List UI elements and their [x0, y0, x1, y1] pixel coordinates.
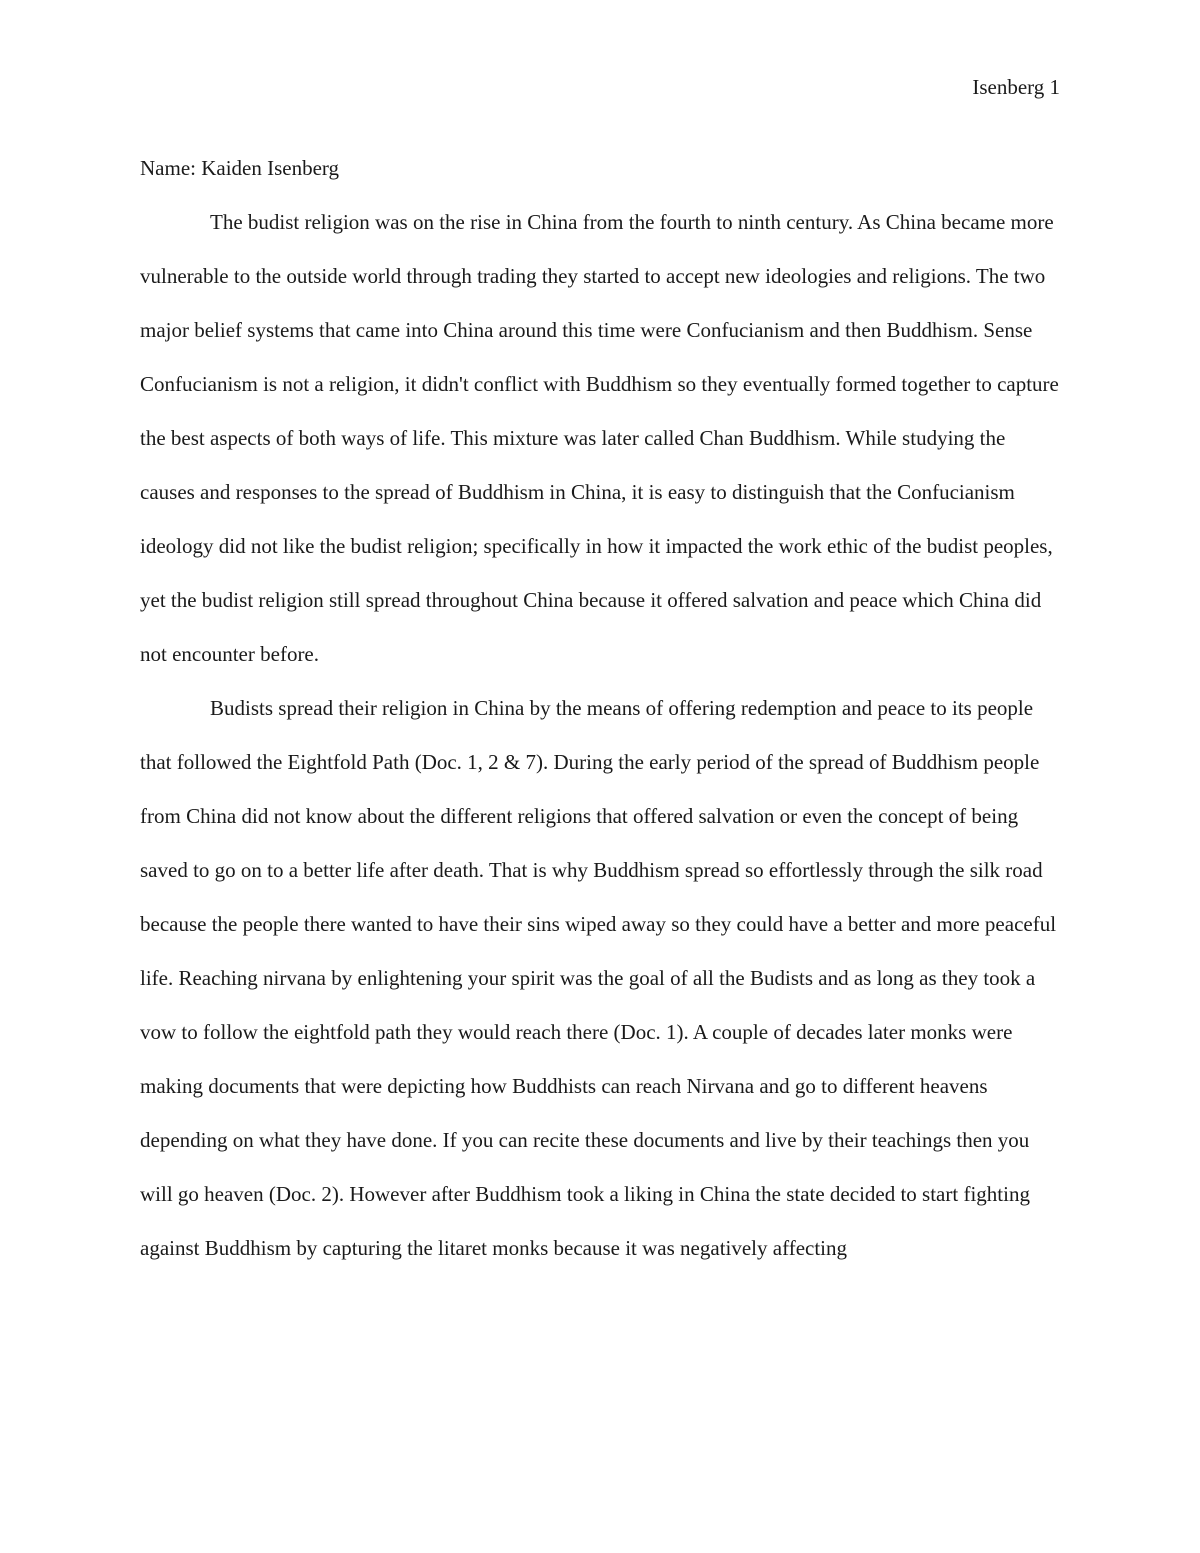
essay-body [140, 141, 1062, 1275]
running-head: Isenberg 1 [972, 75, 1060, 99]
paragraph-intro: The budist religion was on the rise in China from the fourth to ninth century. As China became more vulnerable to the outside world through trading they started to accept new ideologies and religions. The two major belief systems that came into China around this time were Confucianism and then Buddhism. Sense Confucianism is not a religion, it didn't conflict with Buddhism so they eventually formed together to capture the best aspects of both ways of life. This mixture was later called Chan Buddhism. While studying the causes and responses to the spread of Buddhism in China, it is easy to distinguish that the Confucianism ideology did not like the budist religion; specifically in how it impacted the work ethic of the budist peoples, yet the budist religion still spread throughout China because it offered salvation and peace which China did not encounter before. [140, 210, 1059, 666]
author-name-line: Name: Kaiden Isenberg [140, 156, 340, 180]
paragraph-spread: Budists spread their religion in China by the means of offering redemption and peace to its people that followed the Eightfold Path (Doc. 1, 2 & 7). During the early period of the spread of Buddhism people from China did not know about the different religions that offered salvation or even the concept of being saved to go on to a better life after death. That is why Buddhism spread so effortlessly through the silk road because the people there wanted to have their sins wiped away so they could have a better and more peaceful life. Reaching nirvana by enlightening your spirit was the goal of all the Budists and as long as they took a vow to follow the eightfold path they would reach there (Doc. 1). A couple of decades later monks were making documents that were depicting how Buddhists can reach Nirvana and go to different heavens depending on what they have done. If you can recite these documents and live by their teachings then you will go heaven (Doc. 2). However after Buddhism took a liking in China the state decided to start fighting against Buddhism by capturing the litaret monks because it was negatively affecting [140, 696, 1057, 1260]
